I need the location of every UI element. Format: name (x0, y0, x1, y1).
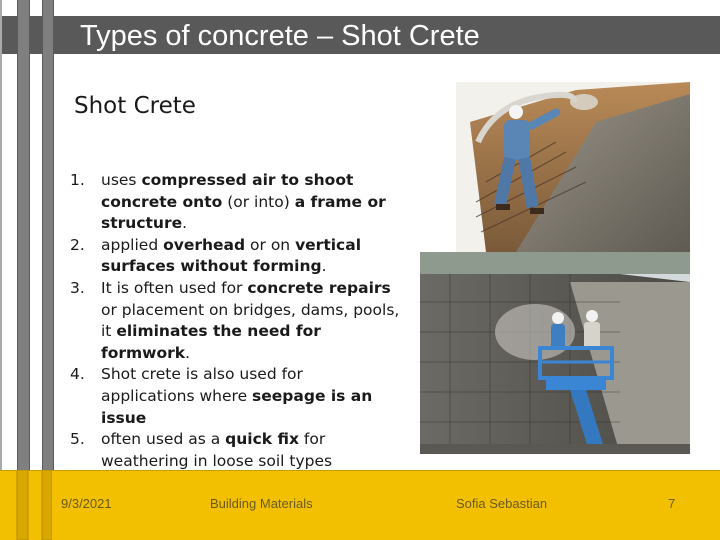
lift-workers-photo (420, 252, 690, 454)
decorative-vertical-bar (42, 0, 54, 470)
list-item-bold-text: compressed air to shoot concrete onto (101, 171, 354, 211)
list-item (70, 235, 400, 278)
list-item (70, 364, 400, 429)
worker-spraying-photo (456, 82, 690, 252)
list-item-bold-text: concrete repairs (247, 278, 391, 297)
bullet-list (70, 170, 400, 472)
list-item-text: . (185, 343, 191, 362)
list-item-number: 2. (70, 235, 85, 254)
list-item-text: applied (101, 235, 164, 254)
list-item-bold-text: quick fix (225, 430, 299, 449)
list-item-text: . (321, 257, 327, 276)
footer-course: Building Materials (210, 496, 313, 511)
list-item-text: often used as a (101, 430, 226, 449)
slide-subtitle: Shot Crete (74, 93, 196, 119)
list-item-number: 5. (70, 430, 85, 449)
footer-decorative-bars (0, 470, 52, 540)
slide-title: Types of concrete – Shot Crete (80, 20, 480, 52)
list-item-number: 3. (70, 278, 85, 297)
list-item-bold-text: overhead (163, 235, 246, 254)
list-item-bold-text: seepage is an issue (101, 386, 373, 427)
list-item-text: It is often used for (101, 278, 248, 297)
list-item-text: or placement on bridges, dams, pools, it (101, 300, 400, 341)
list-item-text: for weathering in loose soil types (101, 430, 333, 470)
list-item-text: Shot crete is also used for applications where (101, 365, 303, 405)
list-item-bold-text: a frame or structure (101, 192, 386, 233)
decorative-vertical-bar (17, 0, 30, 470)
list-item-text: . (182, 214, 188, 233)
footer-author: Sofia Sebastian (456, 496, 548, 511)
footer-divider (0, 470, 720, 471)
list-item-text: uses (101, 171, 142, 189)
footer-page-number: 7 (668, 496, 676, 511)
list-item-text: or on (245, 235, 296, 254)
list-item-bold-text: vertical surfaces without forming (101, 235, 362, 276)
list-item (70, 278, 400, 364)
list-item-number: 1. (70, 171, 85, 189)
list-item (70, 170, 400, 235)
left-edge-bar (0, 0, 2, 470)
list-item-bold-text: eliminates the need for formwork (101, 322, 321, 362)
footer-date: 9/3/2021 (61, 496, 112, 511)
list-item-text: (or into) (222, 192, 295, 211)
list-item (70, 429, 400, 472)
list-item-number: 4. (70, 365, 85, 384)
